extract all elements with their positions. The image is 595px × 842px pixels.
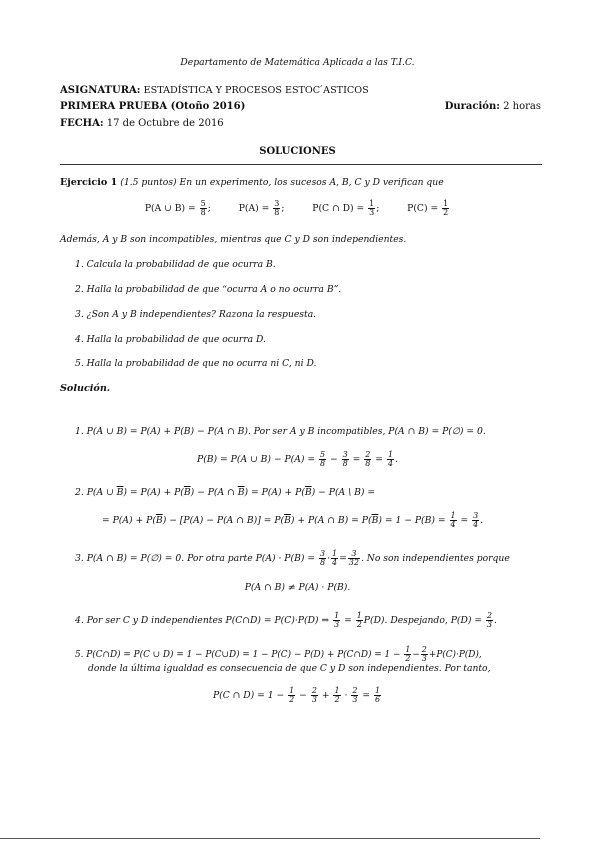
frac-num: 1 <box>369 199 375 208</box>
fraction <box>450 512 457 529</box>
s2-part: P(A ∪ <box>86 487 117 498</box>
frac-den: 4 <box>450 520 456 529</box>
solution-5-line-2: donde la última igualdad es consecuencia de que C y D son independientes. Por tanto, <box>88 663 491 674</box>
item-number: 4. <box>75 615 84 626</box>
frac-num: 3 <box>342 450 348 459</box>
fraction <box>356 612 363 629</box>
duration-value: 2 horas <box>503 101 541 112</box>
duration-label: Duración: <box>444 101 500 112</box>
page-bottom-rule <box>0 838 540 839</box>
b-complement: $\overline{B}$ <box>183 487 191 498</box>
item-number: 5. <box>75 650 84 660</box>
frac-den: 8 <box>274 208 280 217</box>
frac-num: 2 <box>365 450 371 459</box>
given-pa-lhs: P(A) = <box>238 203 270 214</box>
frac-den: 2 <box>443 208 449 217</box>
solution-2-line <box>75 487 375 498</box>
solution-1-equation: P(B) = P(A ∪ B) − P(A) = $\frac{5}{8}$ − $\frac{3}{8}$ = $\frac{2}{8}$ = $\frac{1}{4}$ . <box>197 450 398 468</box>
frac-den: 3 <box>334 620 340 629</box>
frac-den: 8 <box>200 208 206 217</box>
frac-den: 2 <box>334 695 340 704</box>
fraction <box>288 687 295 704</box>
fraction <box>472 512 479 529</box>
frac-den: 6 <box>374 695 381 704</box>
fraction <box>342 451 349 468</box>
fraction <box>404 646 411 663</box>
frac-num: 2 <box>311 686 317 695</box>
frac-num: 5 <box>200 199 206 208</box>
frac-num: 1 <box>387 450 394 459</box>
exercise-points: (1.5 puntos) <box>120 177 177 188</box>
subject-value: ESTADÍSTICA Y PROCESOS ESTOC ́ASTICOS <box>143 85 369 96</box>
s3-part: . No son independientes porque <box>360 553 510 564</box>
fraction <box>486 612 493 629</box>
frac-den: 3 <box>421 654 427 663</box>
fraction <box>374 687 381 704</box>
eq-lhs: P(B) = P(A ∪ B) − P(A) = <box>197 454 316 465</box>
frac-den: 2 <box>289 695 295 704</box>
frac-den: 8 <box>320 459 326 468</box>
department-header: Departamento de Matemática Aplicada a las T.I.C. <box>180 57 415 68</box>
item-number: 3. <box>75 553 84 564</box>
frac-den: 8 <box>342 459 348 468</box>
frac-num: 1 <box>443 199 449 208</box>
b-complement: $\overline{B}$ <box>304 487 312 498</box>
frac-den: 32 <box>348 558 359 567</box>
frac-num: 1 <box>356 611 362 620</box>
fraction <box>348 550 360 567</box>
s5-part: +P(C)·P(D), <box>428 650 482 660</box>
fraction <box>368 200 375 217</box>
frac-num: 2 <box>486 611 493 620</box>
fraction <box>333 687 340 704</box>
fraction <box>319 550 326 567</box>
solution-5-line: 5. P(C∩D) = P(C ∪ D) = 1 − P(C∪D) = 1 − P(C) − P(D) + P(C∩D) = 1 − $\frac{1}{2}$ − $\frac{2}{3}$ +P(C)·P(D), <box>75 645 482 663</box>
b-complement: $\overline{B}$ <box>155 515 163 526</box>
frac-num: 2 <box>352 686 358 695</box>
question-1: 1. Calcula la probabilidad de que ocurra B. <box>75 259 276 270</box>
frac-den: 3 <box>486 620 493 629</box>
frac-num: 1 <box>450 511 456 520</box>
frac-den: 8 <box>319 558 326 567</box>
frac-num: 3 <box>319 549 326 558</box>
question-2: 2. Halla la probabilidad de que “ocurra A o no ocurra B”. <box>75 284 342 295</box>
fraction <box>442 200 449 217</box>
date-value: 17 de Octubre de 2016 <box>106 118 224 129</box>
frac-num: 2 <box>421 645 427 654</box>
s2-eq-part: ) + P(A ∩ B) = P( <box>290 515 372 526</box>
date-line <box>60 118 224 129</box>
frac-num: 1 <box>289 686 295 695</box>
fraction <box>364 451 371 468</box>
fraction <box>421 646 428 663</box>
frac-den: 8 <box>365 459 371 468</box>
fraction <box>319 451 326 468</box>
solution-2-equation: = $P(A) + P(\overline{B}) - [P(A) - P(A$ ∩ $B)] = P(\overline{B}) + P(A$ ∩ $B) = P(\overline{B}) = 1 - P(B)$ = $\frac{1}{4}$ = $\frac{3}{4}$ . <box>102 511 484 529</box>
s4-part: P(D). Despejando, P(D) = <box>363 615 483 626</box>
s2-eq-part: = P(A) + P( <box>102 515 156 526</box>
exercise-condition: Además, A y B son incompatibles, mientras que C y D son independientes. <box>60 234 407 245</box>
frac-den: 4 <box>387 459 394 468</box>
frac-num: 1 <box>334 686 340 695</box>
b-complement: $\overline{B}$ <box>237 487 245 498</box>
frac-den: 3 <box>311 695 317 704</box>
given-union-lhs: P(A ∪ B) = <box>144 203 196 214</box>
s2-part: ) = P(A) + P( <box>244 487 305 498</box>
date-label: FECHA: <box>60 118 104 129</box>
question-4: 4. Halla la probabilidad de que ocurra D. <box>75 334 266 345</box>
section-title: SOLUCIONES <box>259 146 336 157</box>
exercise-label: Ejercicio 1 <box>60 177 118 188</box>
b-complement: $\overline{B}$ <box>116 487 124 498</box>
given-probabilities <box>0 200 595 217</box>
s2-part: ) − P(A \ B) = <box>311 487 376 498</box>
semicolon: ; <box>376 203 380 214</box>
fraction <box>331 550 338 567</box>
frac-num: 3 <box>274 199 280 208</box>
semicolon: ; <box>281 203 285 214</box>
given-pc-lhs: P(C) = <box>407 203 439 214</box>
solution-4-line: 4. Por ser C y D independientes P(C∩D) = P(C)·P(D) ⇒ $\frac{1}{3}$ = $\frac{1}{2}$ P(D). Despejando, P(D) = $\frac{2}{3}$ . <box>75 611 497 629</box>
fraction <box>333 612 340 629</box>
s2-eq-part: ) − [P(A) − P(A ∩ B)] = P( <box>162 515 285 526</box>
item-number: 2. <box>75 487 84 498</box>
question-5: 5. Halla la probabilidad de que no ocurra ni C, ni D. <box>75 358 317 369</box>
s4-part: Por ser C y D independientes P(C∩D) = P(C)·P(D) ⇒ <box>86 615 330 626</box>
frac-den: 2 <box>356 620 362 629</box>
s2-eq-part: ) = 1 − P(B) = <box>378 515 446 526</box>
exercise-text: En un experimento, los sucesos A, B, C y D verifican que <box>179 177 444 188</box>
solution-1-line: 1. P(A ∪ B) = P(A) + P(B) − P(A ∩ B). Por ser A y B incompatibles, P(A ∩ B) = P(∅) = 0. <box>75 426 486 437</box>
frac-den: 2 <box>405 654 411 663</box>
frac-num: 1 <box>334 611 340 620</box>
duration <box>445 101 541 112</box>
b-complement: $\overline{B}$ <box>371 515 379 526</box>
s5-part: = P(C ∪ D) = 1 − P(C∪D) = 1 − P(C) − P(D) + P(C∩D) = 1 − <box>123 650 401 660</box>
fraction <box>311 687 318 704</box>
subject-line <box>60 85 369 96</box>
solution-5-equation: P(C ∩ D) = 1 − $\frac{1}{2}$ − $\frac{2}{3}$ + $\frac{1}{2}$ · $\frac{2}{3}$ = $\frac{1}{6}$ <box>212 686 381 704</box>
frac-num: 3 <box>473 511 479 520</box>
frac-num: 1 <box>374 686 381 695</box>
b-complement: $\overline{B}$ <box>284 515 291 526</box>
frac-num: 5 <box>320 450 326 459</box>
solution-3-line: 3. P(A ∩ B) = P(∅) = 0. Por otra parte P(A) · P(B) = $\frac{3}{8}$ · $\frac{1}{4}$ = $\frac{3}{32}$ . No son independientes porque <box>75 549 510 567</box>
exam-title: PRIMERA PRUEBA (Otoño 2016) <box>60 101 246 112</box>
s3-part: P(A ∩ B) = P(∅) = 0. Por otra parte P(A) · P(B) = <box>86 553 316 564</box>
question-3: 3. ¿Son A y B independientes? Razona la respuesta. <box>75 309 317 320</box>
exercise-statement <box>60 177 444 188</box>
fraction <box>200 200 207 217</box>
given-pcd-lhs: P(C ∩ D) = <box>312 203 365 214</box>
s5-lhs: P(C∩D) <box>86 650 121 660</box>
solution-heading: Solución. <box>60 383 111 394</box>
frac-den: 3 <box>369 208 375 217</box>
frac-den: 4 <box>331 558 338 567</box>
solution-3-equation: P(A ∩ B) ≠ P(A) · P(B). <box>244 582 351 593</box>
semicolon: ; <box>207 203 211 214</box>
s2-part: ) − P(A ∩ <box>190 487 238 498</box>
frac-num: 3 <box>348 550 360 559</box>
frac-den: 3 <box>352 695 358 704</box>
s2-part: ) = P(A) + P( <box>123 487 184 498</box>
eq-lhs: P(C ∩ D) = 1 − <box>212 690 285 701</box>
subject-label: ASIGNATURA: <box>60 85 141 96</box>
frac-num: 1 <box>331 549 338 558</box>
fraction <box>387 451 394 468</box>
frac-den: 4 <box>473 520 479 529</box>
frac-num: 1 <box>405 645 411 654</box>
fraction <box>351 687 358 704</box>
section-divider <box>60 164 542 165</box>
fraction <box>273 200 280 217</box>
